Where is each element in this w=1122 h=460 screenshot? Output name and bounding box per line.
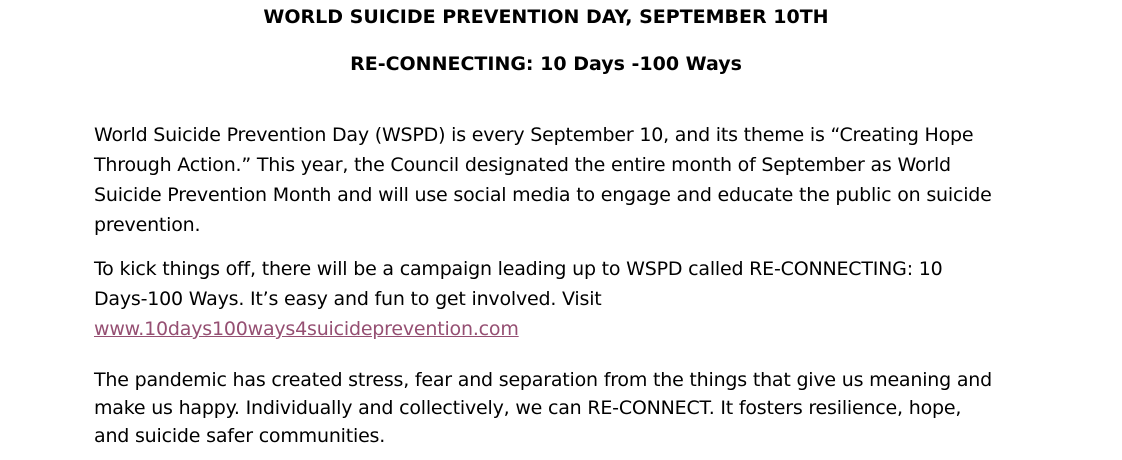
paragraph-line: Suicide Prevention Month and will use social media to engage and educate the public on suicide — [94, 184, 992, 206]
paragraph-line: Days-100 Ways. It’s easy and fun to get involved. Visit — [94, 288, 602, 310]
paragraph-campaign — [94, 254, 1014, 344]
paragraph-line: and suicide safer communities. — [94, 425, 386, 447]
campaign-website-link[interactable]: www.10days100ways4suicideprevention.com — [94, 318, 519, 340]
document-subtitle: RE-CONNECTING: 10 Days -100 Ways — [350, 53, 742, 75]
document-title: WORLD SUICIDE PREVENTION DAY, SEPTEMBER 10TH — [263, 6, 829, 28]
paragraph-line: prevention. — [94, 214, 201, 236]
paragraph-line: World Suicide Prevention Day (WSPD) is every September 10, and its theme is “Creating Hope — [94, 124, 974, 146]
paragraph-line: The pandemic has created stress, fear and separation from the things that give us meaning and — [94, 369, 992, 391]
paragraph-pandemic — [94, 366, 1014, 450]
paragraph-line: Through Action.” This year, the Council designated the entire month of September as World — [94, 154, 951, 176]
paragraph-line: make us happy. Individually and collectively, we can RE-CONNECT. It fosters resilience, hope, — [94, 397, 962, 419]
paragraph-wspd-intro — [94, 120, 1014, 240]
paragraph-line: To kick things off, there will be a campaign leading up to WSPD called RE-CONNECTING: 10 — [94, 258, 943, 280]
